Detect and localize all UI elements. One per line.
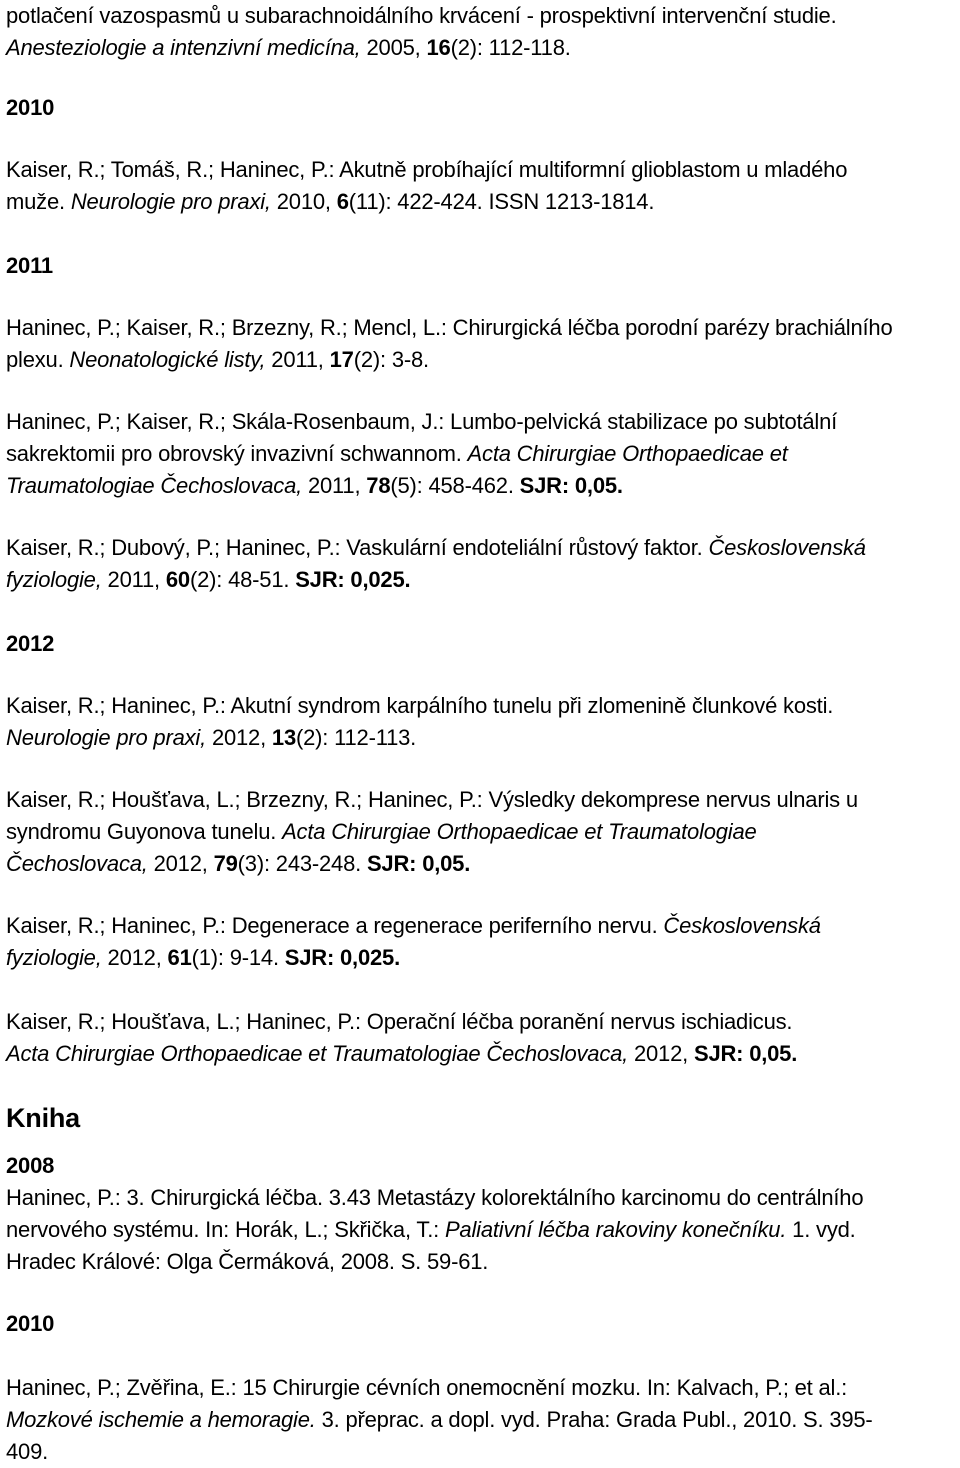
citation-line [6, 848, 858, 880]
journal-title: Mozkové ischemie a hemoragie. [6, 1407, 316, 1432]
citation-text: 409. [6, 1439, 49, 1464]
citation-line [6, 722, 833, 754]
bold-text: SJR: 0,025. [284, 945, 400, 970]
bold-text: 16 [426, 35, 451, 60]
citation-text: 2011, [101, 567, 166, 592]
bold-text: SJR: 0,05. [693, 1041, 798, 1066]
citation-entry [6, 1006, 797, 1070]
citation-text: (2): 3-8. [353, 347, 429, 372]
citation-text: (2): 48-51. [189, 567, 296, 592]
citation-line [6, 0, 836, 32]
citation-text: 2005, [360, 35, 427, 60]
journal-title: Anesteziologie a intenzivní medicína, [6, 35, 361, 60]
citation-line [6, 1182, 863, 1214]
citation-line [6, 154, 847, 186]
journal-title: Neurologie pro praxi, [6, 725, 207, 750]
journal-title: Čechoslovaca, [6, 851, 148, 876]
citation-line [6, 1006, 797, 1038]
citation-text: Hradec Králové: Olga Čermáková, 2008. S. 59-61. [6, 1249, 489, 1274]
bold-text: 13 [271, 725, 296, 750]
citation-text: 2012, [206, 725, 272, 750]
citation-line [6, 1038, 797, 1070]
journal-title: fyziologie, [6, 567, 102, 592]
citation-text: Kaiser, R.; Houšťava, L.; Haninec, P.: Operační léčba poranění nervus ischiadicus. [6, 1009, 793, 1034]
journal-title: Československá [708, 535, 866, 560]
bold-text: 79 [213, 851, 238, 876]
citation-line [6, 784, 858, 816]
citation-text: 2011, [302, 473, 367, 498]
citation-line [6, 312, 893, 344]
citation-line [6, 690, 833, 722]
citation-line [6, 1404, 873, 1436]
citation-entry [6, 910, 821, 974]
citation-line [6, 406, 837, 438]
year-heading: 2011 [6, 253, 53, 278]
citation-text: Haninec, P.: 3. Chirurgická léčba. 3.43 Metastázy kolorektálního karcinomu do centrálního [6, 1185, 864, 1210]
citation-line [6, 1372, 873, 1404]
citation-text: potlačení vazospasmů u subarachnoidálního krvácení - prospektivní intervenční studie. [6, 3, 837, 28]
citation-line [6, 910, 821, 942]
bold-text: 60 [165, 567, 190, 592]
citation-line [6, 816, 858, 848]
journal-title: Acta Chirurgiae Orthopaedicae et Traumatologiae [282, 819, 757, 844]
citation-text: (11): 422-424. ISSN 1213-1814. [348, 189, 655, 214]
citation-entry [6, 1372, 873, 1468]
citation-entry [6, 406, 837, 502]
bold-text: SJR: 0,025. [295, 567, 411, 592]
citation-line [6, 532, 866, 564]
citation-line [6, 186, 847, 218]
citation-text: (2): 112-113. [296, 725, 417, 750]
citation-text: 2012, [101, 945, 168, 970]
journal-title: Neurologie pro praxi, [70, 189, 271, 214]
citation-text: Kaiser, R.; Haninec, P.: Akutní syndrom karpálního tunelu při zlomenině člunkové kosti. [6, 693, 834, 718]
journal-title: fyziologie, [6, 945, 102, 970]
bold-text: 17 [329, 347, 354, 372]
citation-text: Haninec, P.; Kaiser, R.; Skála-Rosenbaum, J.: Lumbo-pelvická stabilizace po subtotální [6, 409, 838, 434]
journal-title: Neonatologické listy, [69, 347, 266, 372]
citation-text: Haninec, P.; Kaiser, R.; Brzezny, R.; Mencl, L.: Chirurgická léčba porodní parézy brachiálního [6, 315, 893, 340]
citation-line [6, 32, 836, 64]
citation-entry [6, 312, 893, 376]
bold-text: SJR: 0,05. [519, 473, 623, 498]
journal-title: Československá [663, 913, 821, 938]
bold-text: 61 [167, 945, 192, 970]
citation-text: Kaiser, R.; Haninec, P.: Degenerace a regenerace periferního nervu. [6, 913, 664, 938]
citation-entry [6, 690, 833, 754]
citation-line [6, 470, 837, 502]
citation-entry [6, 0, 836, 64]
citation-entry [6, 784, 858, 880]
citation-text: 3. přeprac. a dopl. vyd. Praha: Grada Publ., 2010. S. 395- [315, 1407, 873, 1432]
journal-title: Traumatologiae Čechoslovaca, [6, 473, 303, 498]
citation-text: Kaiser, R.; Houšťava, L.; Brzezny, R.; Haninec, P.: Výsledky dekomprese nervus ulnaris u [6, 787, 858, 812]
citation-text: (1): 9-14. [191, 945, 285, 970]
citation-line [6, 344, 893, 376]
year-heading: 2008 [6, 1153, 55, 1178]
journal-title: Acta Chirurgiae Orthopaedicae et Traumatologiae Čechoslovaca, [6, 1041, 629, 1066]
citation-text: syndromu Guyonova tunelu. [6, 819, 283, 844]
bold-text: SJR: 0,05. [366, 851, 471, 876]
citation-entry [6, 154, 847, 218]
citation-text: 2012, [628, 1041, 694, 1066]
citation-text: 2011, [265, 347, 330, 372]
citation-line [6, 942, 821, 974]
citation-text: 2010, [270, 189, 337, 214]
citation-text: sakrektomii pro obrovský invazivní schwannom. [6, 441, 468, 466]
citation-line [6, 1246, 863, 1278]
citation-entry [6, 532, 866, 596]
citation-line [6, 1436, 873, 1468]
citation-text: Kaiser, R.; Tomáš, R.; Haninec, P.: Akutně probíhající multiformní glioblastom u mladého [6, 157, 848, 182]
citation-text: (3): 243-248. [237, 851, 367, 876]
citation-text: nervového systému. In: Horák, L.; Skřička, T.: [6, 1217, 445, 1242]
citation-text: (2): 112-118. [450, 35, 571, 60]
citation-line [6, 564, 866, 596]
year-heading: 2010 [6, 95, 55, 120]
citation-text: plexu. [6, 347, 70, 372]
year-heading: 2010 [6, 1311, 55, 1336]
bold-text: 78 [366, 473, 391, 498]
citation-text: muže. [6, 189, 71, 214]
citation-line [6, 438, 837, 470]
citation-text: (5): 458-462. [390, 473, 520, 498]
citation-text: 1. vyd. [786, 1217, 856, 1242]
citation-entry [6, 1182, 863, 1278]
journal-title: Paliativní léčba rakoviny konečníku. [444, 1217, 787, 1242]
citation-text: Kaiser, R.; Dubový, P.; Haninec, P.: Vaskulární endoteliální růstový faktor. [6, 535, 709, 560]
journal-title: Acta Chirurgiae Orthopaedicae et [467, 441, 788, 466]
section-heading: Kniha [6, 1103, 81, 1133]
year-heading: 2012 [6, 631, 55, 656]
citation-text: Haninec, P.; Zvěřina, E.: 15 Chirurgie cévních onemocnění mozku. In: Kalvach, P.; et al.: [6, 1375, 848, 1400]
citation-text: 2012, [147, 851, 214, 876]
citation-line [6, 1214, 863, 1246]
bold-text: 6 [336, 189, 349, 214]
